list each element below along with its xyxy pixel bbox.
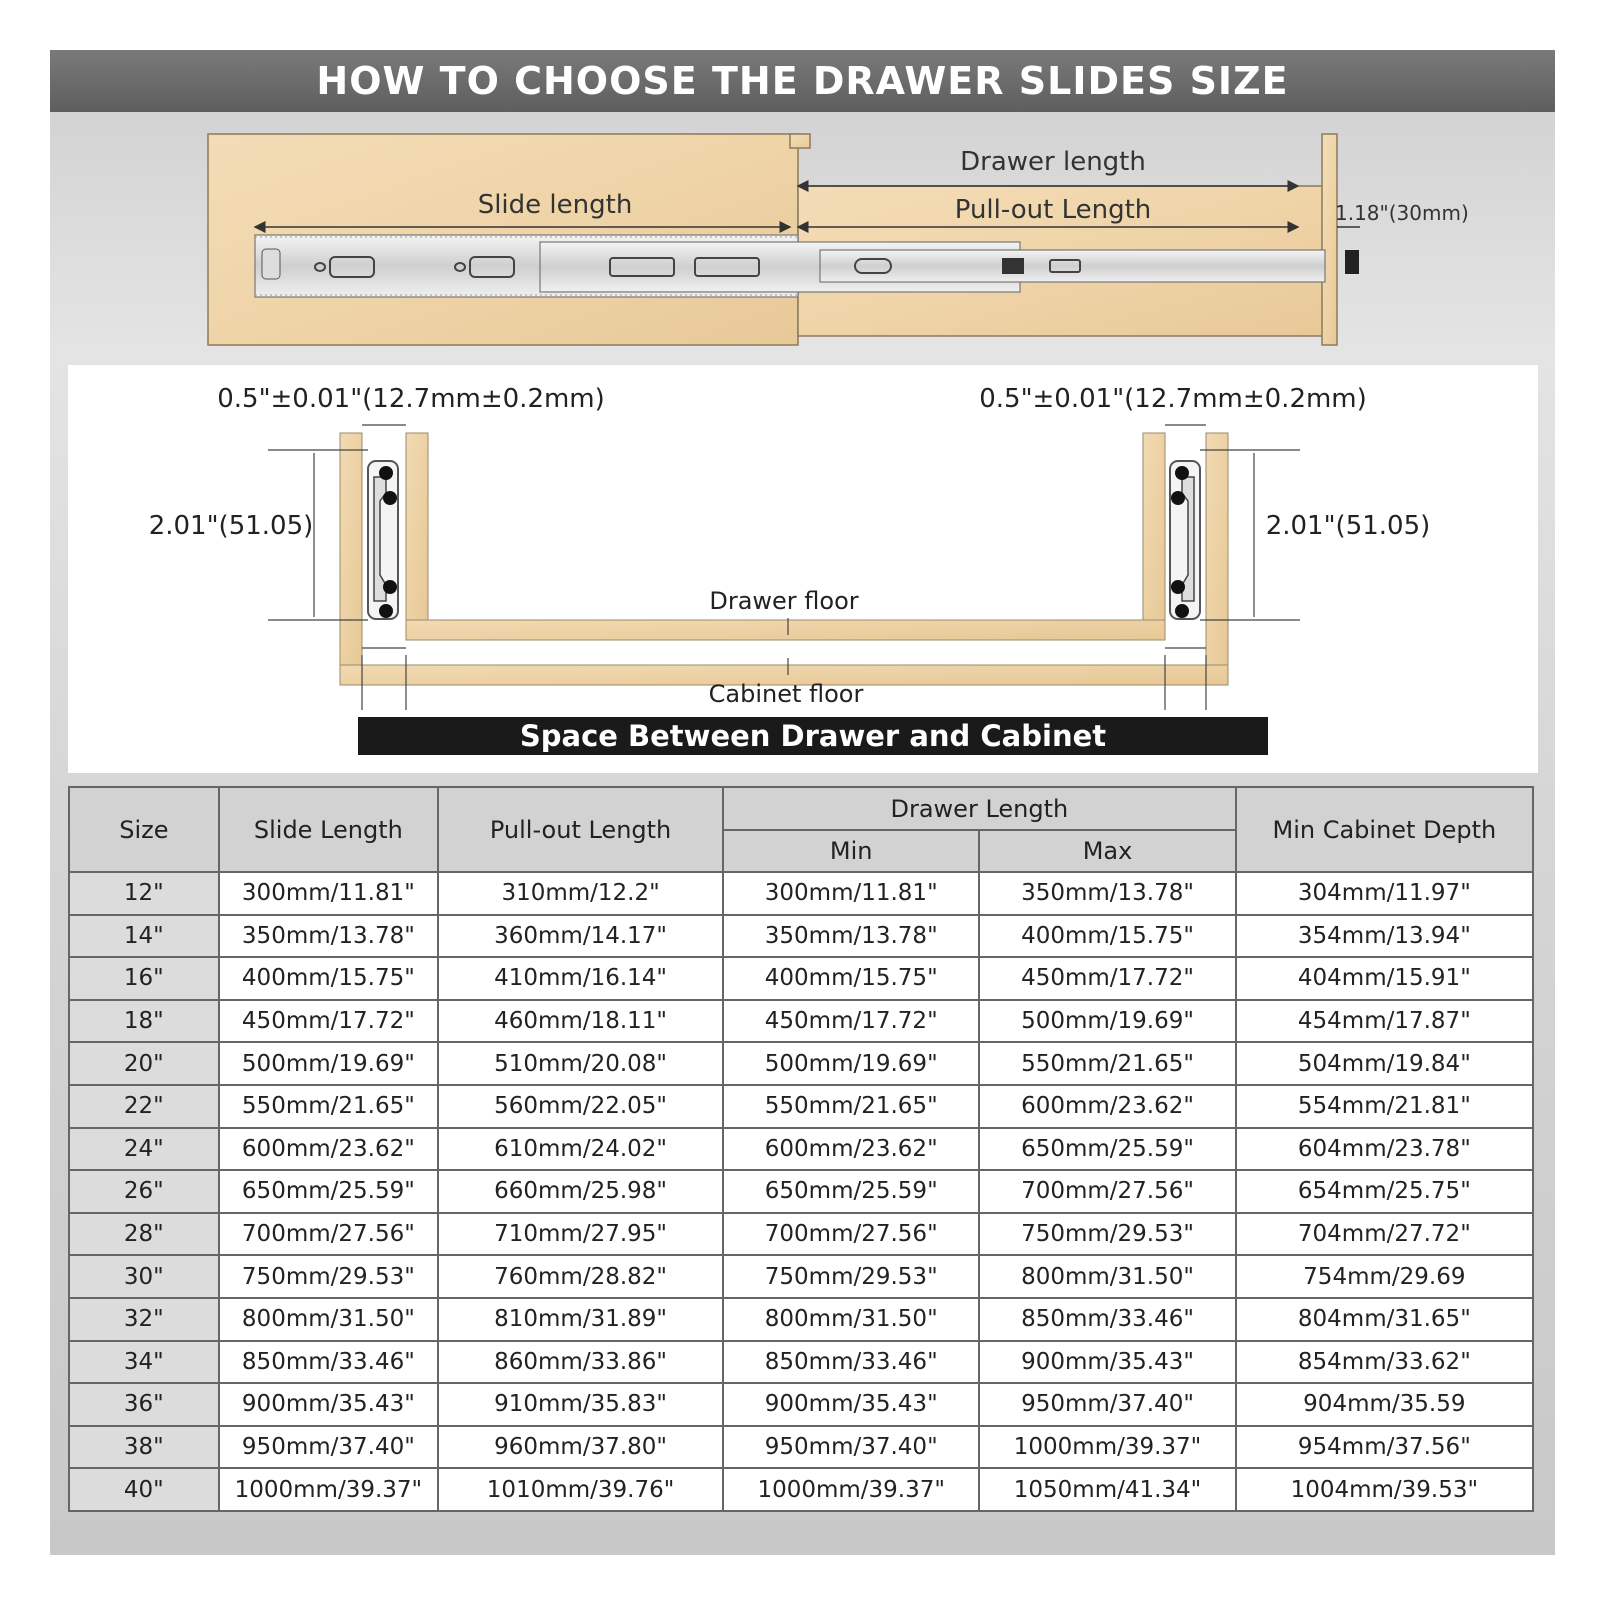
size-cell: 14" bbox=[69, 915, 219, 958]
height-right-label: 2.01"(51.05) bbox=[1265, 511, 1431, 541]
table-cell: 650mm/25.59" bbox=[979, 1128, 1235, 1171]
table-row bbox=[69, 1000, 1533, 1043]
table-cell: 804mm/31.65" bbox=[1236, 1298, 1533, 1341]
drawer-front bbox=[1322, 134, 1337, 345]
table-cell: 760mm/28.82" bbox=[438, 1255, 723, 1298]
size-cell: 22" bbox=[69, 1085, 219, 1128]
size-cell: 40" bbox=[69, 1468, 219, 1511]
table-cell: 554mm/21.81" bbox=[1236, 1085, 1533, 1128]
header-size: Size bbox=[69, 787, 219, 872]
table-cell: 410mm/16.14" bbox=[438, 957, 723, 1000]
table-cell: 754mm/29.69 bbox=[1236, 1255, 1533, 1298]
header-drawer-length: Drawer Length bbox=[723, 787, 1236, 830]
cabinet-wall-left bbox=[340, 433, 362, 685]
table-cell: 854mm/33.62" bbox=[1236, 1341, 1533, 1384]
drawer-floor bbox=[406, 620, 1165, 640]
table-cell: 500mm/19.69" bbox=[979, 1000, 1235, 1043]
table-row bbox=[69, 1042, 1533, 1085]
table-cell: 300mm/11.81" bbox=[219, 872, 438, 915]
table-cell: 900mm/35.43" bbox=[219, 1383, 438, 1426]
table-cell: 810mm/31.89" bbox=[438, 1298, 723, 1341]
table-cell: 450mm/17.72" bbox=[979, 957, 1235, 1000]
table-cell: 650mm/25.59" bbox=[219, 1170, 438, 1213]
size-cell: 20" bbox=[69, 1042, 219, 1085]
size-cell: 30" bbox=[69, 1255, 219, 1298]
infographic-frame bbox=[50, 50, 1555, 1555]
table-cell: 1000mm/39.37" bbox=[723, 1468, 979, 1511]
table-cell: 610mm/24.02" bbox=[438, 1128, 723, 1171]
table-cell: 550mm/21.65" bbox=[723, 1085, 979, 1128]
table-cell: 950mm/37.40" bbox=[219, 1426, 438, 1469]
table-cell: 1000mm/39.37" bbox=[979, 1426, 1235, 1469]
table-cell: 750mm/29.53" bbox=[723, 1255, 979, 1298]
drawer-wall-right bbox=[1143, 433, 1165, 638]
cross-section-diagram bbox=[68, 365, 1538, 773]
table-row bbox=[69, 1426, 1533, 1469]
table-cell: 750mm/29.53" bbox=[979, 1213, 1235, 1256]
table-cell: 450mm/17.72" bbox=[219, 1000, 438, 1043]
clearance-left-label: 0.5"±0.01"(12.7mm±0.2mm) bbox=[217, 384, 605, 414]
table-cell: 400mm/15.75" bbox=[979, 915, 1235, 958]
table-cell: 850mm/33.46" bbox=[219, 1341, 438, 1384]
table-cell: 700mm/27.56" bbox=[723, 1213, 979, 1256]
size-cell: 36" bbox=[69, 1383, 219, 1426]
table-cell: 950mm/37.40" bbox=[723, 1426, 979, 1469]
table-cell: 900mm/35.43" bbox=[979, 1341, 1235, 1384]
table-row bbox=[69, 1128, 1533, 1171]
table-cell: 504mm/19.84" bbox=[1236, 1042, 1533, 1085]
table-cell: 700mm/27.56" bbox=[219, 1213, 438, 1256]
title-bar bbox=[50, 50, 1555, 112]
table-cell: 904mm/35.59 bbox=[1236, 1383, 1533, 1426]
table-cell: 510mm/20.08" bbox=[438, 1042, 723, 1085]
height-left-label: 2.01"(51.05) bbox=[148, 511, 314, 541]
table-body bbox=[69, 872, 1533, 1511]
header-pull-out-length: Pull-out Length bbox=[438, 787, 723, 872]
table-cell: 354mm/13.94" bbox=[1236, 915, 1533, 958]
header-max: Max bbox=[979, 830, 1235, 872]
table-cell: 500mm/19.69" bbox=[219, 1042, 438, 1085]
table-cell: 800mm/31.50" bbox=[979, 1255, 1235, 1298]
table-cell: 400mm/15.75" bbox=[723, 957, 979, 1000]
drawer-wall-left bbox=[406, 433, 428, 638]
table-row bbox=[69, 1298, 1533, 1341]
table-row bbox=[69, 1468, 1533, 1511]
table-cell: 350mm/13.78" bbox=[979, 872, 1235, 915]
table-cell: 650mm/25.59" bbox=[723, 1170, 979, 1213]
table-cell: 500mm/19.69" bbox=[723, 1042, 979, 1085]
table-cell: 604mm/23.78" bbox=[1236, 1128, 1533, 1171]
drawer-length-label: Drawer length bbox=[960, 147, 1146, 177]
size-cell: 34" bbox=[69, 1341, 219, 1384]
space-between-banner: Space Between Drawer and Cabinet bbox=[358, 717, 1268, 755]
table-cell: 350mm/13.78" bbox=[219, 915, 438, 958]
table-cell: 850mm/33.46" bbox=[979, 1298, 1235, 1341]
table-cell: 300mm/11.81" bbox=[723, 872, 979, 915]
table-cell: 450mm/17.72" bbox=[723, 1000, 979, 1043]
table-cell: 550mm/21.65" bbox=[219, 1085, 438, 1128]
inner-slide-rail bbox=[820, 250, 1325, 282]
table-cell: 360mm/14.17" bbox=[438, 915, 723, 958]
cabinet-floor-label: Cabinet floor bbox=[708, 680, 864, 708]
table-cell: 460mm/18.11" bbox=[438, 1000, 723, 1043]
table-cell: 550mm/21.65" bbox=[979, 1042, 1235, 1085]
size-cell: 16" bbox=[69, 957, 219, 1000]
table-row bbox=[69, 1213, 1533, 1256]
cross-section-panel bbox=[68, 365, 1538, 773]
slide-profile-left bbox=[368, 461, 398, 619]
table-cell: 750mm/29.53" bbox=[219, 1255, 438, 1298]
table-cell: 400mm/15.75" bbox=[219, 957, 438, 1000]
table-cell: 350mm/13.78" bbox=[723, 915, 979, 958]
table-row bbox=[69, 1170, 1533, 1213]
slide-profile-right bbox=[1170, 461, 1200, 619]
size-cell: 24" bbox=[69, 1128, 219, 1171]
table-row bbox=[69, 1255, 1533, 1298]
drawer-floor-label: Drawer floor bbox=[709, 587, 859, 615]
table-cell: 700mm/27.56" bbox=[979, 1170, 1235, 1213]
table-cell: 600mm/23.62" bbox=[219, 1128, 438, 1171]
table-cell: 850mm/33.46" bbox=[723, 1341, 979, 1384]
table-cell: 310mm/12.2" bbox=[438, 872, 723, 915]
pull-out-length-label: Pull-out Length bbox=[954, 195, 1152, 225]
header-min-cabinet-depth: Min Cabinet Depth bbox=[1236, 787, 1533, 872]
table-row bbox=[69, 957, 1533, 1000]
table-row bbox=[69, 872, 1533, 915]
table-row bbox=[69, 1383, 1533, 1426]
table-cell: 404mm/15.91" bbox=[1236, 957, 1533, 1000]
table-row bbox=[69, 1341, 1533, 1384]
header-slide-length: Slide Length bbox=[219, 787, 438, 872]
clearance-right-label: 0.5"±0.01"(12.7mm±0.2mm) bbox=[979, 384, 1367, 414]
table-cell: 800mm/31.50" bbox=[723, 1298, 979, 1341]
table-cell: 660mm/25.98" bbox=[438, 1170, 723, 1213]
table-cell: 600mm/23.62" bbox=[979, 1085, 1235, 1128]
table-cell: 654mm/25.75" bbox=[1236, 1170, 1533, 1213]
size-cell: 26" bbox=[69, 1170, 219, 1213]
table-cell: 304mm/11.97" bbox=[1236, 872, 1533, 915]
table-cell: 910mm/35.83" bbox=[438, 1383, 723, 1426]
page-title: HOW TO CHOOSE THE DRAWER SLIDES SIZE bbox=[316, 59, 1289, 103]
table-cell: 900mm/35.43" bbox=[723, 1383, 979, 1426]
slide-length-label: Slide length bbox=[477, 190, 633, 220]
table-cell: 454mm/17.87" bbox=[1236, 1000, 1533, 1043]
table-cell: 560mm/22.05" bbox=[438, 1085, 723, 1128]
size-table bbox=[68, 786, 1534, 1512]
table-cell: 704mm/27.72" bbox=[1236, 1213, 1533, 1256]
table-cell: 800mm/31.50" bbox=[219, 1298, 438, 1341]
table-cell: 1050mm/41.34" bbox=[979, 1468, 1235, 1511]
table-cell: 600mm/23.62" bbox=[723, 1128, 979, 1171]
header-min: Min bbox=[723, 830, 979, 872]
table-cell: 954mm/37.56" bbox=[1236, 1426, 1533, 1469]
front-thickness-label: 1.18"(30mm) bbox=[1335, 201, 1469, 225]
table-row bbox=[69, 915, 1533, 958]
table-cell: 950mm/37.40" bbox=[979, 1383, 1235, 1426]
table-row bbox=[69, 1085, 1533, 1128]
size-cell: 32" bbox=[69, 1298, 219, 1341]
size-cell: 28" bbox=[69, 1213, 219, 1256]
table-cell: 1010mm/39.76" bbox=[438, 1468, 723, 1511]
size-cell: 38" bbox=[69, 1426, 219, 1469]
table-cell: 960mm/37.80" bbox=[438, 1426, 723, 1469]
cabinet-wall-right bbox=[1206, 433, 1228, 685]
side-view-diagram bbox=[50, 112, 1555, 362]
size-cell: 12" bbox=[69, 872, 219, 915]
table-cell: 1000mm/39.37" bbox=[219, 1468, 438, 1511]
table-cell: 710mm/27.95" bbox=[438, 1213, 723, 1256]
table-cell: 1004mm/39.53" bbox=[1236, 1468, 1533, 1511]
size-cell: 18" bbox=[69, 1000, 219, 1043]
table-cell: 860mm/33.86" bbox=[438, 1341, 723, 1384]
